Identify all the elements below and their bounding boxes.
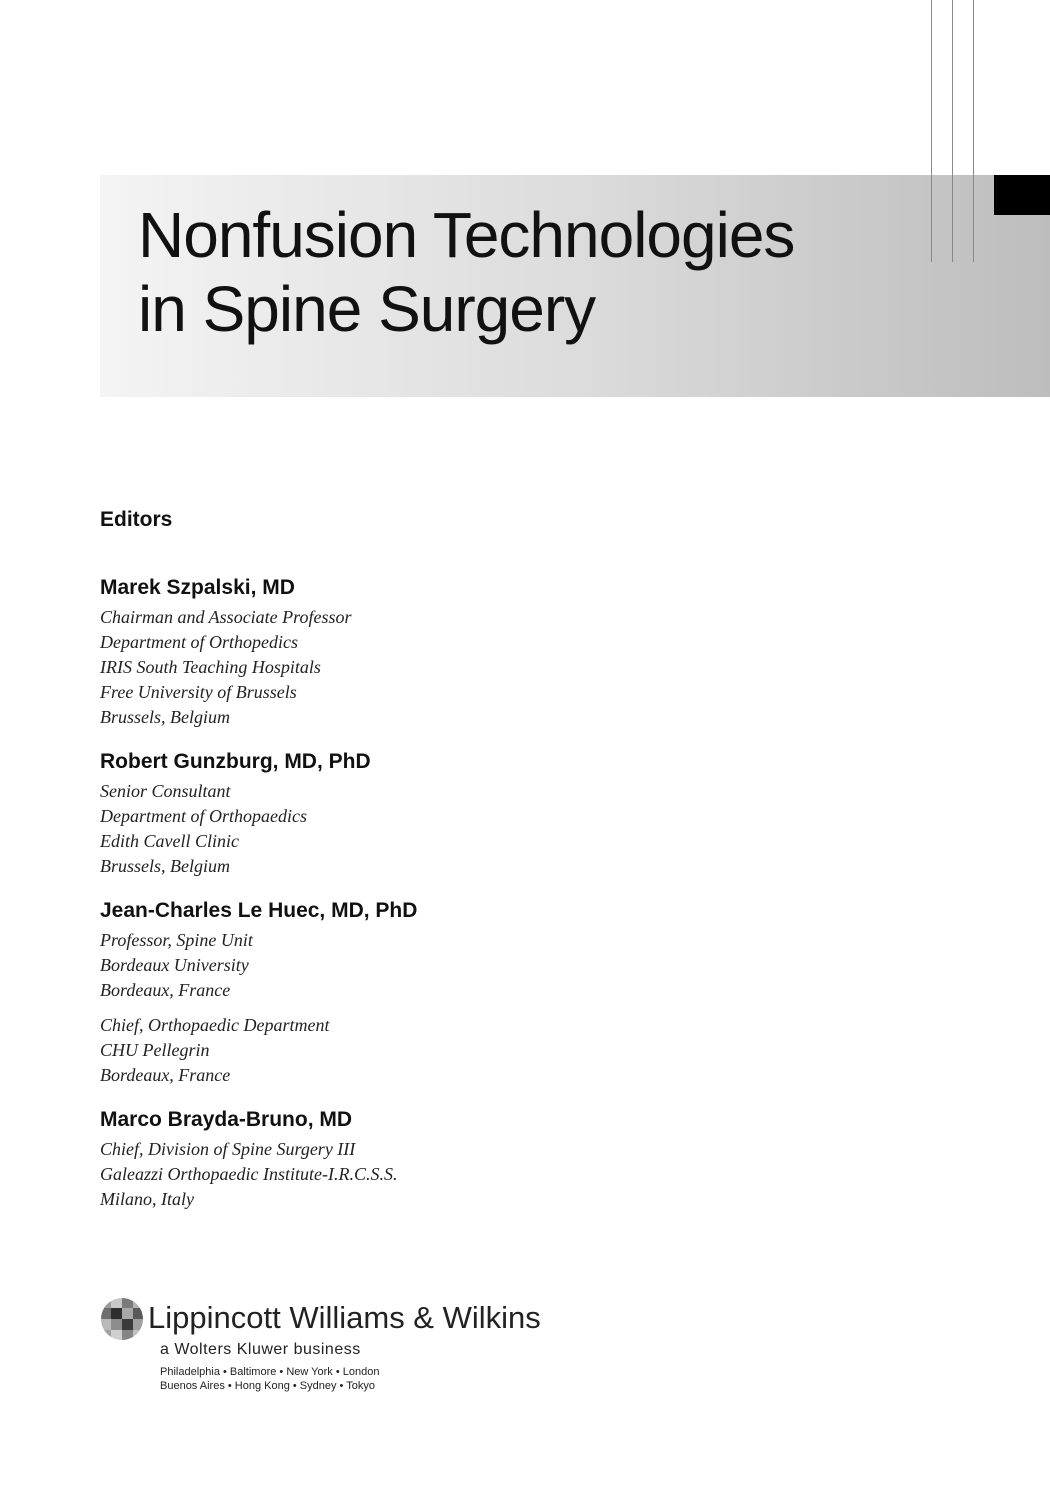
editor-name: Robert Gunzburg, MD, PhD [100,750,371,773]
affiliation-line: Chief, Division of Spine Surgery III [100,1139,356,1159]
affiliation-line: Senior Consultant [100,781,231,801]
book-title [138,198,794,346]
affiliation-line: CHU Pellegrin [100,1040,210,1060]
book-title-line-2: in Spine Surgery [138,273,596,345]
decorative-rule [973,0,974,262]
affiliation-line: Bordeaux University [100,955,249,975]
publisher-cities-line-1: Philadelphia • Baltimore • New York • London [160,1366,380,1378]
editors-heading: Editors [100,508,173,531]
checkered-sphere-icon [100,1297,144,1341]
affiliation-line: Chairman and Associate Professor [100,607,352,627]
editor-entry [100,574,800,730]
publisher-cities-line-2: Buenos Aires • Hong Kong • Sydney • Tokyo [160,1380,375,1392]
decorative-rule [931,0,932,262]
affiliation-line: Department of Orthopaedics [100,806,307,826]
affiliation-line: Galeazzi Orthopaedic Institute-I.R.C.S.S. [100,1164,398,1184]
book-title-line-1: Nonfusion Technologies [138,199,795,271]
editor-affiliation [100,1137,800,1212]
chapter-tab [994,175,1050,215]
affiliation-line: Department of Orthopedics [100,632,298,652]
affiliation-line: Brussels, Belgium [100,707,230,727]
affiliation-line: IRIS South Teaching Hospitals [100,657,321,677]
editor-affiliation [100,1013,800,1088]
editor-entry [100,748,800,879]
affiliation-line: Milano, Italy [100,1189,194,1209]
editor-entry [100,1106,800,1212]
affiliation-line: Edith Cavell Clinic [100,831,239,851]
affiliation-line: Bordeaux, France [100,1065,231,1085]
editor-name: Marco Brayda-Bruno, MD [100,1108,353,1131]
publisher-subtitle: a Wolters Kluwer business [160,1341,361,1358]
affiliation-line: Brussels, Belgium [100,856,230,876]
affiliation-line: Professor, Spine Unit [100,930,253,950]
decorative-rule [952,0,953,262]
editor-affiliation [100,605,800,730]
editor-entry [100,897,800,1088]
editors-list [100,574,800,1230]
affiliation-line: Bordeaux, France [100,980,231,1000]
affiliation-line: Chief, Orthopaedic Department [100,1015,330,1035]
editor-name: Jean-Charles Le Huec, MD, PhD [100,899,418,922]
editor-name: Marek Szpalski, MD [100,576,295,599]
editor-affiliation [100,928,800,1003]
editor-affiliation [100,779,800,879]
affiliation-line: Free University of Brussels [100,682,297,702]
publisher-name: Lippincott Williams & Wilkins [148,1300,541,1335]
